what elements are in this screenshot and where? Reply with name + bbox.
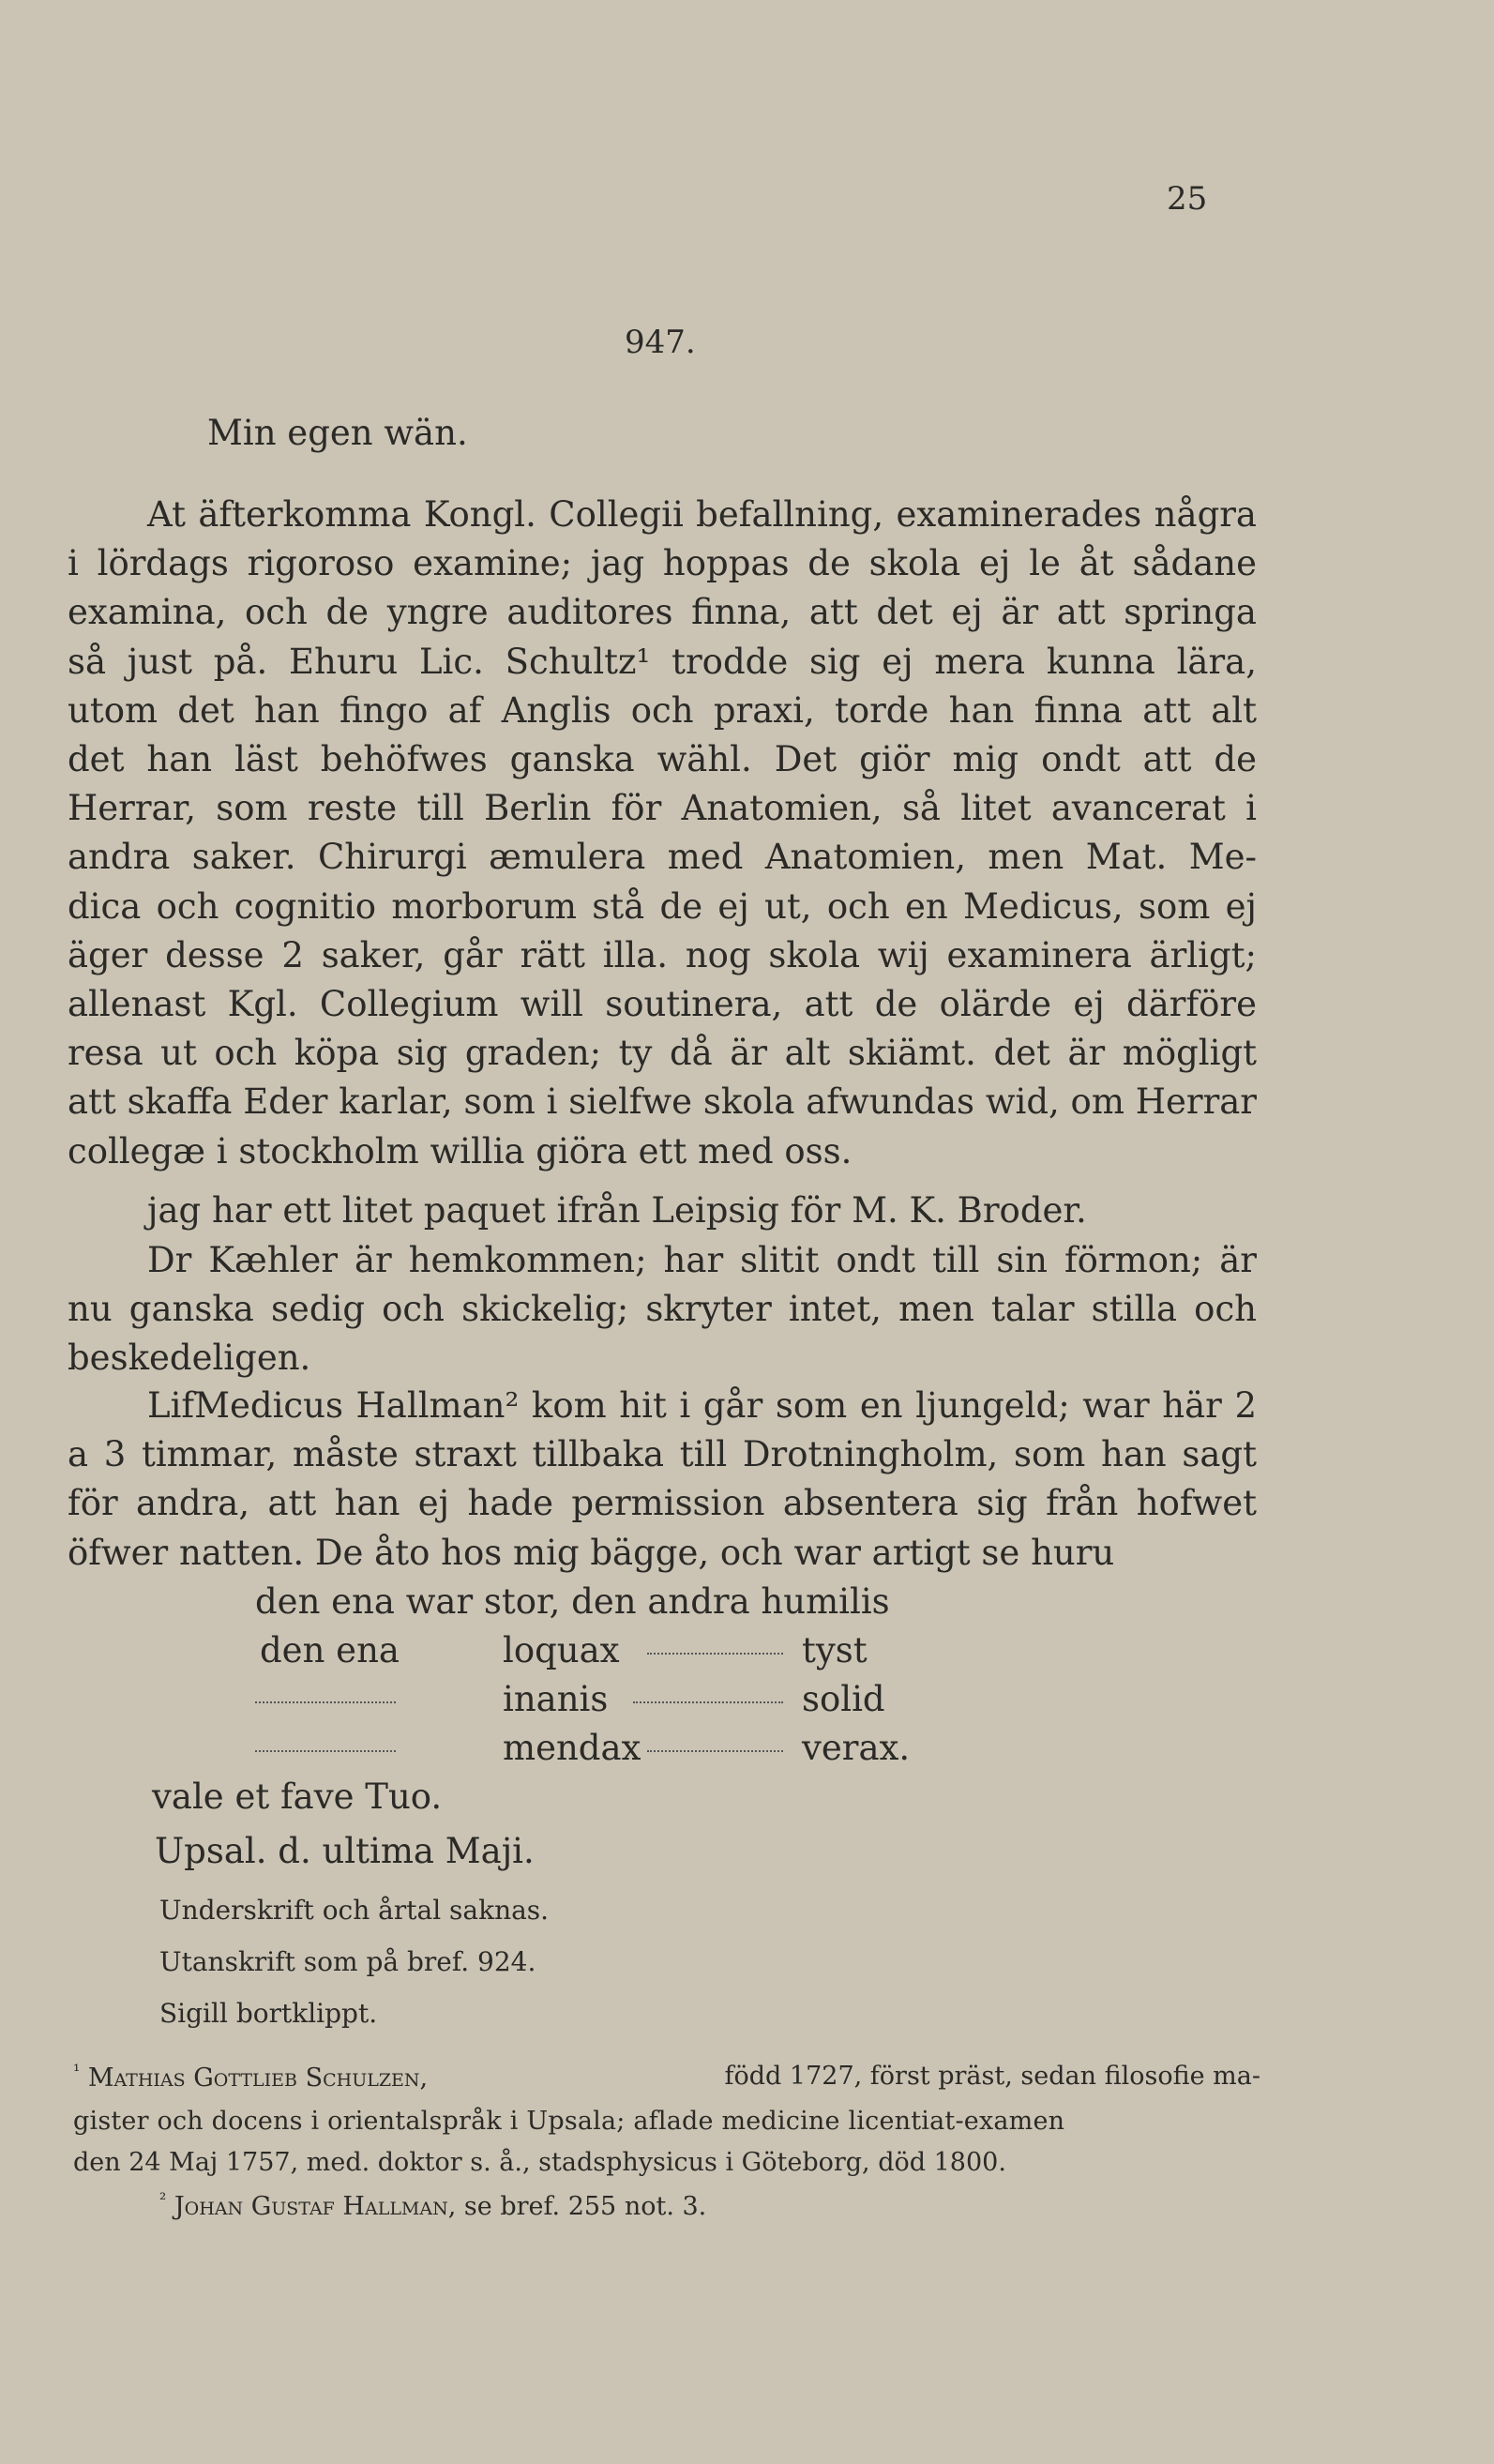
- text-line: collegæ i stockholm willia giöra ett med oss.: [68, 1130, 853, 1172]
- paragraph-2: jag har ett litet paquet ifrån Leipsig för M. K. Broder.: [147, 1190, 1087, 1231]
- editor-note: Utanskrift som på bref. 924.: [159, 1946, 536, 1977]
- text-line: At äfterkomma Kongl. Collegii befallning, examinerades några: [147, 494, 1257, 535]
- footnote-marker: ²: [159, 2190, 167, 2210]
- text-line: beskedeligen.: [68, 1338, 311, 1379]
- footnote-text: se bref. 255 not. 3.: [463, 2192, 707, 2221]
- text-line: äger desse 2 saker, går rätt illa. nog skola wij examinera ärligt;: [68, 934, 1257, 975]
- comparison-row-3-b: inanis: [503, 1679, 609, 1719]
- comparison-row-1: den ena war stor, den andra humilis: [255, 1581, 890, 1622]
- place-date: Upsal. d. ultima Maji.: [155, 1831, 535, 1871]
- text-line: resa ut och köpa sig graden; ty då är alt skiämt. det är mögligt: [68, 1033, 1257, 1074]
- text-line: för andra, att han ej hade permission absentera sig från hofwet: [68, 1483, 1257, 1524]
- page-number: 25: [1167, 180, 1208, 218]
- editor-note: Sigill bortklippt.: [159, 1998, 378, 2029]
- text-line: utom det han fingo af Anglis och praxi, torde han finna att alt: [68, 689, 1257, 731]
- footnote-text: född 1727, först präst, sedan filosofie ma-: [724, 2062, 1260, 2091]
- salutation: Min egen wän.: [207, 413, 468, 453]
- comparison-row-4-c: verax.: [802, 1728, 911, 1768]
- text-line: dica och cognitio morborum stå de ej ut, och en Medicus, som ej: [68, 885, 1257, 927]
- text-line: så just på. Ehuru Lic. Schultz¹ trodde sig ej mera kunna lära,: [68, 641, 1257, 682]
- editor-note: Underskrift och årtal saknas.: [159, 1895, 550, 1926]
- leader-dots: [647, 1750, 783, 1752]
- text-line: nu ganska sedig och skickelig; skryter intet, men talar stilla och: [68, 1289, 1257, 1330]
- closing: vale et fave Tuo.: [152, 1776, 443, 1817]
- text-line: det han läst behöfwes ganska wähl. Det giör mig ondt att de: [68, 739, 1257, 779]
- leader-dots: [647, 1653, 783, 1655]
- footnote-person-name: Mathias Gottlieb Schulzen,: [87, 2063, 429, 2093]
- footnote-person-name: Johan Gustaf Hallman,: [174, 2192, 457, 2221]
- letter-number: 947.: [625, 324, 696, 361]
- leader-dots: [255, 1701, 396, 1703]
- leader-dots: [633, 1701, 783, 1703]
- text-line: Dr Kæhler är hemkommen; har slitit ondt till sin förmon; är: [147, 1240, 1257, 1280]
- comparison-row-2-a: den ena: [260, 1630, 400, 1670]
- text-line: LifMedicus Hallman² kom hit i går som en ljungeld; war här 2: [147, 1385, 1257, 1426]
- footnote-1-line-2: gister och docens i orientalspråk i Upsala; aflade medicine licentiat-examen: [73, 2107, 1065, 2136]
- footnote-1-line-3: den 24 Maj 1757, med. doktor s. å., stadsphysicus i Göteborg, död 1800.: [73, 2148, 1006, 2177]
- text-line: andra saker. Chirurgi æmulera med Anatomien, men Mat. Me-: [68, 837, 1257, 878]
- comparison-row-4-b: mendax: [503, 1728, 641, 1768]
- text-line: a 3 timmar, måste straxt tillbaka till Drotningholm, som han sagt: [68, 1434, 1257, 1475]
- leader-dots: [255, 1750, 396, 1752]
- footnote-1-line-1: [73, 2063, 1260, 2091]
- comparison-row-2-c: tyst: [802, 1630, 868, 1670]
- text-line: examina, och de yngre auditores finna, att det ej är att springa: [68, 592, 1257, 633]
- text-line: allenast Kgl. Collegium will soutinera, att de olärde ej därföre: [68, 984, 1257, 1024]
- footnote-2: [159, 2192, 706, 2219]
- text-line: i lördags rigoroso examine; jag hoppas de skola ej le åt sådane: [68, 543, 1257, 584]
- text-line: att skaffa Eder karlar, som i sielfwe skola afwundas wid, om Herrar: [68, 1081, 1257, 1123]
- footnote-marker: ¹: [73, 2062, 81, 2081]
- comparison-row-2-b: loquax: [503, 1630, 620, 1670]
- comparison-row-3-c: solid: [802, 1679, 885, 1719]
- text-line: öfwer natten. De åto hos mig bägge, och war artigt se huru: [68, 1532, 1115, 1573]
- text-line: Herrar, som reste till Berlin för Anatomien, så litet avancerat i: [68, 788, 1257, 829]
